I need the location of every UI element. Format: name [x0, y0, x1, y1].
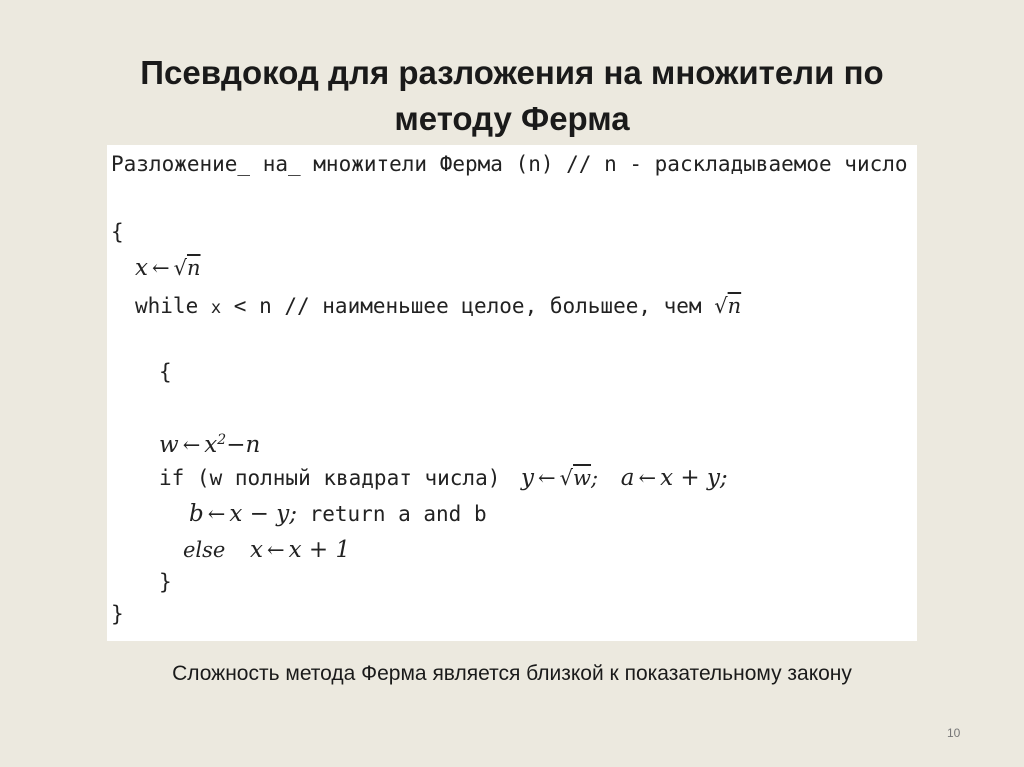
- while-condition: < n // наименьшее целое, большее, чем: [233, 294, 702, 318]
- sqrt-symbol: √: [559, 466, 574, 490]
- expr-x-plus-1: x + 1: [288, 537, 351, 563]
- expr-x-minus-y: x − y;: [229, 501, 297, 527]
- code-header: Разложение_ на_ множители Ферма (n) // n - раскладываемое число: [111, 152, 908, 176]
- pseudocode-box: [107, 145, 917, 641]
- return-statement: return a and b: [309, 502, 487, 526]
- exponent: 2: [217, 432, 227, 448]
- slide-caption: Сложность метода Ферма является близкой к показательному закону: [172, 662, 852, 685]
- arrow-symbol: ←: [267, 538, 285, 562]
- while-var-x: x: [210, 298, 222, 318]
- var-x: x: [204, 432, 218, 458]
- else-keyword: else: [183, 538, 226, 562]
- var-b: b: [189, 501, 204, 527]
- code-outer-close-brace: }: [111, 602, 124, 626]
- var-x: x: [135, 255, 148, 281]
- title-line-1: Псевдокод для разложения на множители по: [140, 54, 884, 91]
- code-line-if: [159, 465, 728, 491]
- arrow-symbol: ←: [182, 433, 201, 457]
- page-number: 10: [947, 726, 961, 740]
- var-w: w: [573, 466, 592, 490]
- arrow-symbol: ←: [207, 502, 226, 526]
- code-line-assign-x: [135, 255, 201, 281]
- slide-title: [40, 50, 984, 142]
- var-x: x: [250, 537, 263, 563]
- var-n: n: [727, 294, 742, 318]
- var-n: n: [186, 256, 201, 280]
- while-keyword: while: [135, 294, 199, 318]
- code-line-w-assign: [159, 427, 260, 458]
- arrow-symbol: ←: [538, 466, 556, 490]
- var-a: a: [620, 465, 635, 491]
- sqrt-symbol: √: [714, 294, 728, 318]
- var-w: w: [159, 432, 179, 458]
- sqrt-symbol: √: [173, 256, 187, 280]
- code-inner-close-brace: }: [159, 570, 172, 594]
- code-line-while: [135, 293, 741, 321]
- minus-n: −n: [226, 432, 261, 458]
- expr-x-plus-y: x + y;: [660, 465, 728, 491]
- code-line-b-assign: [189, 501, 487, 527]
- code-open-brace: {: [111, 220, 124, 244]
- separator: ;: [591, 466, 599, 490]
- if-condition: if (w полный квадрат числа): [159, 466, 501, 490]
- code-line-else: [183, 537, 350, 563]
- arrow-symbol: ←: [638, 466, 657, 490]
- var-y: y: [521, 465, 535, 491]
- code-inner-open-brace: {: [159, 360, 172, 384]
- title-line-2: методу Ферма: [394, 100, 630, 137]
- arrow-symbol: ←: [151, 256, 170, 280]
